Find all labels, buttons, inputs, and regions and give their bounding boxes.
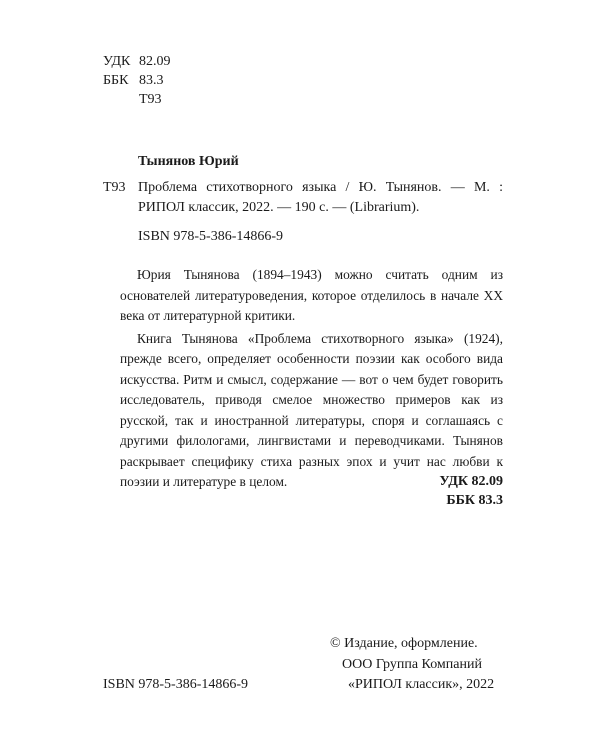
bbk-summary: ББК 83.3: [446, 493, 503, 508]
copyright-line: ООО Группа Компаний: [342, 656, 482, 672]
isbn-footer: ISBN 978-5-386-14866-9: [103, 677, 249, 692]
bbk-row: [103, 71, 171, 90]
classification-summary: [439, 472, 503, 510]
isbn: ISBN 978-5-386-14866-9: [138, 229, 284, 244]
udk-row: [103, 52, 171, 71]
annotation-paragraph: Юрия Тынянова (1894–1943) можно считать одним из основателей литературоведения, которое отделилось в начале XX века от литературной критики.: [120, 267, 503, 323]
bbk-label: ББК: [103, 73, 129, 88]
entry-author-mark: Т93: [103, 180, 126, 195]
author-heading: Тынянов Юрий: [138, 154, 239, 169]
udk-label: УДК: [103, 54, 131, 69]
copyright-notice: [330, 634, 494, 696]
annotation: [120, 265, 503, 495]
annotation-paragraph: Книга Тынянова «Проблема стихотворного языка» (1924), прежде всего, определяет особенности поэзии как особого вида искусства. Ритм и смысл, содержание — вот о чем будет говорить исследователь, приводя смелое множество примеров как из русской, так и иностранной литературы, споря и соглашаясь с другими филологами, лингвистами и переводчиками. Тынянов раскрывает специфику стиха разных эпох и учит нас любви к поэзии и литературе в целом.: [120, 330, 503, 489]
bibliographic-entry: [103, 178, 503, 218]
copyright-line: © Издание, оформление.: [330, 636, 478, 651]
udk-summary: УДК 82.09: [439, 474, 503, 489]
bbk-code: 83.3: [139, 73, 164, 88]
entry-description: Проблема стихотворного языка / Ю. Тынянов. — М. : РИПОЛ классик, 2022. — 190 с. — (Librarium).: [138, 180, 503, 215]
author-mark-row: [103, 90, 171, 109]
udk-code: 82.09: [139, 54, 171, 69]
author-mark: Т93: [139, 92, 162, 107]
classification-block: [103, 52, 171, 109]
copyright-line: «РИПОЛ классик», 2022: [348, 677, 495, 692]
